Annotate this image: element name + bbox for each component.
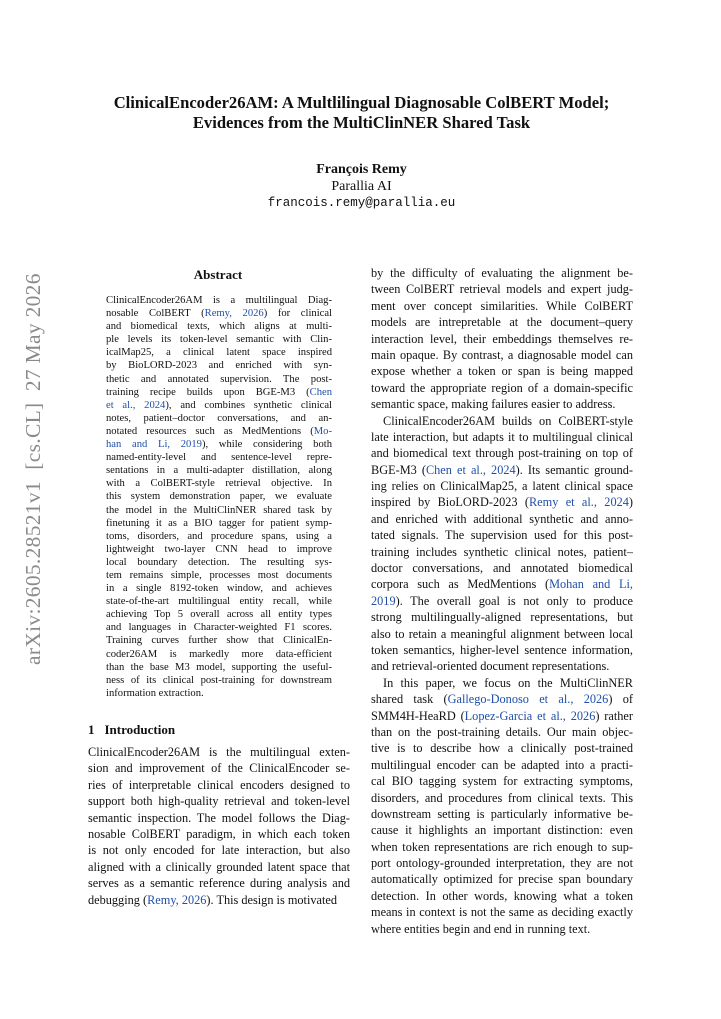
section-heading-introduction: [88, 722, 175, 738]
text-line: ries of interpretable clinical encoders designed to: [88, 777, 350, 792]
abstract-heading: Abstract: [193, 267, 243, 282]
author-email[interactable]: francois.remy@parallia.eu: [267, 196, 456, 210]
text-line: tem remains simple, processes most documents: [106, 569, 332, 581]
section-title: Introduction: [104, 722, 176, 737]
text-line: local boundary detection. The resulting sys-: [106, 556, 332, 568]
text-line: this system demonstration paper, we evaluate: [106, 491, 332, 503]
text-line: Training curves further show that ClinicalEn-: [106, 635, 332, 647]
text-line: by the difficulty of evaluating the alignment be-: [371, 266, 633, 280]
text-line: han and Li, 2019), while considering both: [106, 439, 332, 451]
author-affiliation: Parallia AI: [331, 179, 392, 194]
text-line: and biomedical texts, which aligns at multi-: [106, 321, 332, 333]
text-line: training includes synthetic clinical notes, patient–: [371, 544, 633, 559]
citation-link[interactable]: Remy et al., 2024: [528, 495, 629, 510]
text-line: and retrieval-oriented document representations.: [371, 659, 610, 674]
text-line: cause it highlights an important distinction: even: [371, 823, 633, 838]
text-line: automatically optimized for precise span boundary: [371, 872, 633, 887]
text-line: main opaque. By contrast, a diagnosable model can: [371, 347, 633, 362]
text-line: also to retain a meaningful alignment between local: [371, 626, 633, 641]
text-line: toms, disorders, and procedure spans, using a: [106, 530, 332, 542]
text-line: than the base M3 model, supporting the useful-: [106, 661, 332, 673]
text-line: thetic and annotated supervision. The post-: [106, 373, 332, 385]
text-line: training recipe builds upon BGE-M3 (Chen: [106, 386, 332, 398]
text-line: expose whether a token or span is being mapped: [371, 364, 633, 379]
text-line: named-entity-level and sentence-level repre-: [106, 452, 332, 464]
text-line: by BioLORD-2023 and enriched with syn-: [106, 360, 332, 372]
text-line: nosable ColBERT paradigm, in which each token: [88, 826, 350, 841]
text-line: SMM4H-HeaRD (Lopez-Garcia et al., 2026) rather: [371, 708, 633, 723]
citation-link[interactable]: Remy, 2026: [147, 892, 207, 907]
title-line-2: Evidences from the MultiClinNER Shared Task: [192, 113, 531, 132]
arxiv-stamp: arXiv:2605.28521v1 [cs.CL] 27 May 2026: [21, 273, 45, 665]
text-line: ClinicalEncoder26AM is the multilingual exten-: [88, 745, 350, 759]
text-line: cal BIO tagging system for extracting symptoms,: [371, 774, 633, 789]
text-line: serves as a semantic reference during analysis and: [88, 876, 350, 891]
text-line: information extraction.: [106, 687, 204, 699]
paper-title: [80, 93, 643, 133]
text-line: state-of-the-art multilingual entity recall, while: [106, 596, 332, 608]
citation-link[interactable]: 2019: [371, 593, 396, 608]
text-line: tween ColBERT retrieval models and expert judg-: [371, 282, 633, 297]
text-line: sion and improvement of the ClinicalEncoder se-: [88, 761, 350, 776]
text-line: means in context is not the same as deciding exactly: [371, 905, 633, 920]
text-line: ment over concept similarities. While ColBERT: [371, 298, 633, 313]
left-column-body: [88, 744, 350, 908]
text-line: semantic space, making failures easier to address.: [371, 397, 616, 412]
citation-link[interactable]: et al., 2024: [106, 399, 166, 411]
citation-link[interactable]: han and Li, 2019: [106, 439, 202, 451]
text-line: shared task (Gallego-Donoso et al., 2026) of: [371, 692, 633, 707]
text-line: nosable ColBERT (Remy, 2026) for clinical: [106, 308, 332, 320]
text-line: detection. In other words, knowing what a token: [371, 888, 633, 903]
text-line: coder26AM is markedly more data-efficient: [106, 648, 332, 660]
text-line: et al., 2024), and combines synthetic clinical: [106, 399, 332, 411]
text-line: achieving Top 5 overall across all entity types: [106, 609, 332, 621]
text-line: BGE-M3 (Chen et al., 2024). Its semantic ground-: [371, 462, 633, 477]
text-line: ClinicalEncoder26AM is a multilingual Diag-: [106, 295, 332, 306]
text-line: semantic inspection. The model follows the Diag-: [88, 810, 350, 825]
author-name: François Remy: [316, 162, 407, 177]
text-line: ClinicalEncoder26AM builds on ColBERT-style: [383, 413, 633, 428]
text-line: models are intrepretable at the document–query: [371, 315, 633, 330]
citation-link[interactable]: Remy, 2026: [204, 308, 264, 320]
text-line: aligned with a clinically grounded latent space that: [88, 859, 350, 874]
citation-link[interactable]: Gallego-Donoso et al., 2026: [447, 692, 609, 707]
text-line: multilingual encoder can be adapted into a practi-: [371, 757, 633, 772]
text-line: downstream setting is particularly informative be-: [371, 806, 633, 821]
text-line: corpora such as MedMentions (Mohan and Li,: [371, 577, 633, 592]
text-line: tated signals. The supervision used for this post-: [371, 528, 633, 543]
text-line: and biomedical text through post-training on top of: [371, 446, 633, 461]
citation-link[interactable]: Mohan and Li,: [549, 577, 633, 592]
text-line: doctor conversations, and annotated biomedical: [371, 561, 633, 576]
text-line: ing relies on ClinicalMap25, a latent clinical space: [371, 479, 633, 494]
text-line: strong multilingually-aligned representations, but: [371, 610, 633, 625]
text-line: lightweight two-layer CNN head to improve: [106, 543, 332, 555]
text-line: toward the appropriate region of a domain-specific: [371, 380, 633, 395]
text-line: debugging (Remy, 2026). This design is motivated: [88, 892, 338, 907]
title-line-1: ClinicalEncoder26AM: A Multlilingual Diagnosable ColBERT Model;: [113, 93, 610, 112]
text-line: is not only encoded for late interaction, but also: [88, 843, 350, 858]
text-line: ness of its clinical post-training for downstream: [106, 674, 332, 686]
text-line: support both high-quality retrieval and token-level: [88, 794, 350, 809]
text-line: than on the post-training details. Our main objec-: [371, 724, 633, 739]
text-line: where entities begin and end in running text.: [371, 921, 591, 936]
author-block: [80, 161, 643, 212]
text-line: token semantics, higher-level sentence information,: [371, 642, 633, 657]
text-line: when token representations are rich enough to sup-: [371, 839, 633, 854]
abstract-body: [106, 294, 332, 700]
section-number: 1: [88, 722, 95, 737]
text-line: sentations in a multi-adapter distillation, along: [106, 465, 332, 477]
text-line: with a ColBERT-style retrieval objective. In: [106, 478, 332, 490]
text-line: inspired by BioLORD-2023 (Remy et al., 2024): [371, 495, 633, 510]
citation-link[interactable]: Lopez-Garcia et al., 2026: [464, 708, 596, 723]
text-line: notated resources such as MedMentions (Mo-: [106, 425, 332, 437]
text-line: disorders, and procedures from clinical texts. This: [371, 790, 633, 805]
text-line: and languages in Character-weighted F1 scores.: [106, 622, 332, 634]
text-line: late interaction, but adapts it to multilingual clinical: [371, 429, 633, 444]
text-line: finetuning it as a BIO tagger for patient symp-: [106, 517, 332, 529]
citation-link[interactable]: Mo-: [313, 425, 332, 437]
text-line: ple levels its token-level semantic with Clin-: [106, 334, 332, 346]
text-line: the model in the MultiClinNER shared task by: [106, 504, 332, 516]
citation-link[interactable]: Chen et al., 2024: [425, 462, 516, 477]
text-line: tive is to describe how a clinically post-trained: [371, 741, 633, 756]
citation-link[interactable]: Chen: [309, 386, 332, 398]
text-line: In this paper, we focus on the MultiClinNER: [383, 675, 633, 690]
text-line: icalMap25, a clinical latent space inspired: [106, 347, 332, 359]
text-line: 2019). The overall goal is not only to produce: [371, 593, 633, 608]
text-line: interaction level, their embeddings themselves re-: [371, 331, 633, 346]
right-column-body: [371, 265, 633, 937]
text-line: notes, patient–doctor conversations, and an-: [106, 412, 332, 424]
text-line: in a single 8192-token window, and achieves: [106, 583, 332, 595]
text-line: port ontology-grounded interpretation, they are not: [371, 856, 633, 871]
text-line: and enriched with additional synthetic and anno-: [371, 511, 633, 526]
